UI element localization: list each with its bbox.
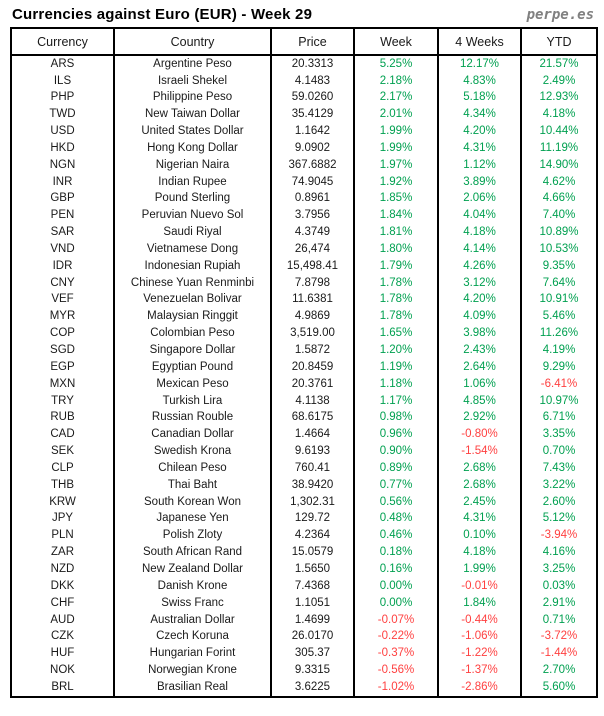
four-weeks-cell: -1.06% xyxy=(438,629,521,646)
ytd-cell: -3.72% xyxy=(521,629,597,646)
ytd-cell: 11.26% xyxy=(521,326,597,343)
country-cell: Brasilian Real xyxy=(114,679,271,697)
week-cell: 0.77% xyxy=(354,477,438,494)
column-header-currency: Currency xyxy=(11,28,114,55)
currency-code-cell: PLN xyxy=(11,528,114,545)
currency-code-cell: KRW xyxy=(11,494,114,511)
table-row xyxy=(11,544,597,561)
country-cell: New Taiwan Dollar xyxy=(114,107,271,124)
table-row xyxy=(11,410,597,427)
price-cell: 4.2364 xyxy=(271,528,354,545)
currency-code-cell: TRY xyxy=(11,393,114,410)
price-cell: 3.6225 xyxy=(271,679,354,697)
country-cell: South Korean Won xyxy=(114,494,271,511)
country-cell: Vietnamese Dong xyxy=(114,241,271,258)
table-row xyxy=(11,578,597,595)
currency-code-cell: NOK xyxy=(11,662,114,679)
four-weeks-cell: 4.18% xyxy=(438,224,521,241)
currency-code-cell: GBP xyxy=(11,191,114,208)
country-cell: Egyptian Pound xyxy=(114,359,271,376)
price-cell: 129.72 xyxy=(271,511,354,528)
ytd-cell: 2.60% xyxy=(521,494,597,511)
ytd-cell: 11.19% xyxy=(521,140,597,157)
currency-code-cell: INR xyxy=(11,174,114,191)
ytd-cell: 7.43% xyxy=(521,460,597,477)
table-row xyxy=(11,528,597,545)
week-cell: 1.84% xyxy=(354,208,438,225)
currency-code-cell: CAD xyxy=(11,427,114,444)
price-cell: 1,302.31 xyxy=(271,494,354,511)
country-cell: Australian Dollar xyxy=(114,612,271,629)
table-row xyxy=(11,292,597,309)
country-cell: Russian Rouble xyxy=(114,410,271,427)
week-cell: -1.02% xyxy=(354,679,438,697)
price-cell: 1.5872 xyxy=(271,342,354,359)
currency-code-cell: USD xyxy=(11,123,114,140)
country-cell: Pound Sterling xyxy=(114,191,271,208)
four-weeks-cell: -2.86% xyxy=(438,679,521,697)
four-weeks-cell: 2.68% xyxy=(438,460,521,477)
ytd-cell: 10.91% xyxy=(521,292,597,309)
price-cell: 20.3313 xyxy=(271,55,354,73)
week-cell: 0.96% xyxy=(354,427,438,444)
table-row xyxy=(11,662,597,679)
ytd-cell: 4.19% xyxy=(521,342,597,359)
currency-code-cell: SAR xyxy=(11,224,114,241)
week-cell: -0.56% xyxy=(354,662,438,679)
four-weeks-cell: 4.20% xyxy=(438,123,521,140)
column-header-week: Week xyxy=(354,28,438,55)
country-cell: Polish Zloty xyxy=(114,528,271,545)
country-cell: Turkish Lira xyxy=(114,393,271,410)
currency-code-cell: IDR xyxy=(11,258,114,275)
table-row xyxy=(11,275,597,292)
table-row xyxy=(11,376,597,393)
price-cell: 4.1483 xyxy=(271,73,354,90)
week-cell: 1.79% xyxy=(354,258,438,275)
currency-code-cell: BRL xyxy=(11,679,114,697)
four-weeks-cell: 4.85% xyxy=(438,393,521,410)
week-cell: 0.98% xyxy=(354,410,438,427)
country-cell: Saudi Riyal xyxy=(114,224,271,241)
week-cell: 2.17% xyxy=(354,90,438,107)
price-cell: 760.41 xyxy=(271,460,354,477)
currency-code-cell: JPY xyxy=(11,511,114,528)
currency-code-cell: DKK xyxy=(11,578,114,595)
week-cell: 1.65% xyxy=(354,326,438,343)
week-cell: 1.78% xyxy=(354,309,438,326)
week-cell: 0.00% xyxy=(354,595,438,612)
four-weeks-cell: 2.68% xyxy=(438,477,521,494)
column-header-4weeks: 4 Weeks xyxy=(438,28,521,55)
column-header-country: Country xyxy=(114,28,271,55)
table-row xyxy=(11,224,597,241)
ytd-cell: -3.94% xyxy=(521,528,597,545)
ytd-cell: 2.49% xyxy=(521,73,597,90)
week-cell: 0.90% xyxy=(354,443,438,460)
currency-code-cell: THB xyxy=(11,477,114,494)
four-weeks-cell: 1.12% xyxy=(438,157,521,174)
four-weeks-cell: 4.20% xyxy=(438,292,521,309)
ytd-cell: 0.71% xyxy=(521,612,597,629)
table-row xyxy=(11,107,597,124)
price-cell: 68.6175 xyxy=(271,410,354,427)
currency-code-cell: SEK xyxy=(11,443,114,460)
week-cell: 5.25% xyxy=(354,55,438,73)
ytd-cell: 10.89% xyxy=(521,224,597,241)
four-weeks-cell: 4.34% xyxy=(438,107,521,124)
currency-code-cell: MXN xyxy=(11,376,114,393)
table-row xyxy=(11,612,597,629)
currency-code-cell: ZAR xyxy=(11,544,114,561)
table-row xyxy=(11,90,597,107)
brand-logo: perpe.es xyxy=(526,7,594,23)
price-cell: 4.9869 xyxy=(271,309,354,326)
country-cell: United States Dollar xyxy=(114,123,271,140)
four-weeks-cell: 4.09% xyxy=(438,309,521,326)
table-row xyxy=(11,174,597,191)
ytd-cell: -6.41% xyxy=(521,376,597,393)
country-cell: Hungarian Forint xyxy=(114,646,271,663)
week-cell: 1.18% xyxy=(354,376,438,393)
four-weeks-cell: 4.26% xyxy=(438,258,521,275)
currency-code-cell: PEN xyxy=(11,208,114,225)
price-cell: 1.1051 xyxy=(271,595,354,612)
ytd-cell: 21.57% xyxy=(521,55,597,73)
price-cell: 35.4129 xyxy=(271,107,354,124)
four-weeks-cell: -1.37% xyxy=(438,662,521,679)
four-weeks-cell: 1.84% xyxy=(438,595,521,612)
price-cell: 20.8459 xyxy=(271,359,354,376)
table-row xyxy=(11,342,597,359)
price-cell: 1.4699 xyxy=(271,612,354,629)
ytd-cell: 12.93% xyxy=(521,90,597,107)
country-cell: Singapore Dollar xyxy=(114,342,271,359)
price-cell: 26.0170 xyxy=(271,629,354,646)
four-weeks-cell: 1.06% xyxy=(438,376,521,393)
price-cell: 3,519.00 xyxy=(271,326,354,343)
country-cell: Canadian Dollar xyxy=(114,427,271,444)
currency-code-cell: VEF xyxy=(11,292,114,309)
country-cell: Philippine Peso xyxy=(114,90,271,107)
week-cell: 1.80% xyxy=(354,241,438,258)
price-cell: 0.8961 xyxy=(271,191,354,208)
ytd-cell: 7.40% xyxy=(521,208,597,225)
country-cell: Colombian Peso xyxy=(114,326,271,343)
table-row xyxy=(11,427,597,444)
price-cell: 9.3315 xyxy=(271,662,354,679)
four-weeks-cell: 4.14% xyxy=(438,241,521,258)
country-cell: New Zealand Dollar xyxy=(114,561,271,578)
currency-code-cell: NGN xyxy=(11,157,114,174)
four-weeks-cell: 4.31% xyxy=(438,511,521,528)
currency-code-cell: ARS xyxy=(11,55,114,73)
price-cell: 20.3761 xyxy=(271,376,354,393)
currency-code-cell: EGP xyxy=(11,359,114,376)
page-title: Currencies against Euro (EUR) - Week 29 xyxy=(12,6,313,23)
country-cell: Peruvian Nuevo Sol xyxy=(114,208,271,225)
ytd-cell: -1.44% xyxy=(521,646,597,663)
table-row xyxy=(11,157,597,174)
table-row xyxy=(11,359,597,376)
country-cell: Israeli Shekel xyxy=(114,73,271,90)
table-row xyxy=(11,629,597,646)
ytd-cell: 5.12% xyxy=(521,511,597,528)
week-cell: 1.78% xyxy=(354,292,438,309)
four-weeks-cell: 3.89% xyxy=(438,174,521,191)
four-weeks-cell: 3.12% xyxy=(438,275,521,292)
price-cell: 1.1642 xyxy=(271,123,354,140)
currency-code-cell: RUB xyxy=(11,410,114,427)
ytd-cell: 0.70% xyxy=(521,443,597,460)
week-cell: 0.89% xyxy=(354,460,438,477)
price-cell: 3.7956 xyxy=(271,208,354,225)
country-cell: Argentine Peso xyxy=(114,55,271,73)
table-row xyxy=(11,460,597,477)
price-cell: 9.0902 xyxy=(271,140,354,157)
country-cell: Venezuelan Bolivar xyxy=(114,292,271,309)
currency-code-cell: PHP xyxy=(11,90,114,107)
table-row xyxy=(11,477,597,494)
currency-code-cell: MYR xyxy=(11,309,114,326)
currency-code-cell: HUF xyxy=(11,646,114,663)
table-row xyxy=(11,191,597,208)
price-cell: 1.4664 xyxy=(271,427,354,444)
price-cell: 367.6882 xyxy=(271,157,354,174)
country-cell: Chilean Peso xyxy=(114,460,271,477)
currency-code-cell: SGD xyxy=(11,342,114,359)
week-cell: 1.19% xyxy=(354,359,438,376)
ytd-cell: 10.53% xyxy=(521,241,597,258)
country-cell: Hong Kong Dollar xyxy=(114,140,271,157)
price-cell: 7.8798 xyxy=(271,275,354,292)
header-bar xyxy=(10,4,596,27)
week-cell: 1.78% xyxy=(354,275,438,292)
ytd-cell: 9.29% xyxy=(521,359,597,376)
currency-code-cell: CLP xyxy=(11,460,114,477)
price-cell: 59.0260 xyxy=(271,90,354,107)
ytd-cell: 0.03% xyxy=(521,578,597,595)
four-weeks-cell: 4.04% xyxy=(438,208,521,225)
country-cell: Indonesian Rupiah xyxy=(114,258,271,275)
country-cell: Swedish Krona xyxy=(114,443,271,460)
country-cell: Malaysian Ringgit xyxy=(114,309,271,326)
four-weeks-cell: -0.80% xyxy=(438,427,521,444)
ytd-cell: 3.22% xyxy=(521,477,597,494)
country-cell: Japanese Yen xyxy=(114,511,271,528)
four-weeks-cell: 4.31% xyxy=(438,140,521,157)
currency-code-cell: VND xyxy=(11,241,114,258)
currency-code-cell: COP xyxy=(11,326,114,343)
week-cell: 0.48% xyxy=(354,511,438,528)
currency-code-cell: AUD xyxy=(11,612,114,629)
column-header-ytd: YTD xyxy=(521,28,597,55)
price-cell: 1.5650 xyxy=(271,561,354,578)
country-cell: Chinese Yuan Renminbi xyxy=(114,275,271,292)
price-cell: 15,498.41 xyxy=(271,258,354,275)
week-cell: 1.99% xyxy=(354,140,438,157)
country-cell: Nigerian Naira xyxy=(114,157,271,174)
table-row xyxy=(11,208,597,225)
currency-code-cell: CHF xyxy=(11,595,114,612)
four-weeks-cell: 12.17% xyxy=(438,55,521,73)
week-cell: 0.56% xyxy=(354,494,438,511)
table-header xyxy=(11,28,597,55)
currency-code-cell: ILS xyxy=(11,73,114,90)
table-row xyxy=(11,595,597,612)
price-cell: 15.0579 xyxy=(271,544,354,561)
week-cell: 2.01% xyxy=(354,107,438,124)
ytd-cell: 3.35% xyxy=(521,427,597,444)
table-row xyxy=(11,326,597,343)
four-weeks-cell: 0.10% xyxy=(438,528,521,545)
price-cell: 4.3749 xyxy=(271,224,354,241)
four-weeks-cell: 5.18% xyxy=(438,90,521,107)
price-cell: 7.4368 xyxy=(271,578,354,595)
table-row xyxy=(11,258,597,275)
country-cell: Thai Baht xyxy=(114,477,271,494)
week-cell: 1.81% xyxy=(354,224,438,241)
four-weeks-cell: 2.92% xyxy=(438,410,521,427)
table-row xyxy=(11,561,597,578)
week-cell: 2.18% xyxy=(354,73,438,90)
ytd-cell: 5.60% xyxy=(521,679,597,697)
currency-code-cell: HKD xyxy=(11,140,114,157)
currency-code-cell: TWD xyxy=(11,107,114,124)
week-cell: 0.46% xyxy=(354,528,438,545)
country-cell: Mexican Peso xyxy=(114,376,271,393)
price-cell: 9.6193 xyxy=(271,443,354,460)
country-cell: Norwegian Krone xyxy=(114,662,271,679)
currency-table xyxy=(10,27,598,698)
country-cell: Czech Koruna xyxy=(114,629,271,646)
price-cell: 26,474 xyxy=(271,241,354,258)
week-cell: 1.97% xyxy=(354,157,438,174)
four-weeks-cell: 4.18% xyxy=(438,544,521,561)
four-weeks-cell: 2.06% xyxy=(438,191,521,208)
table-row xyxy=(11,309,597,326)
currency-code-cell: NZD xyxy=(11,561,114,578)
country-cell: Swiss Franc xyxy=(114,595,271,612)
price-cell: 305.37 xyxy=(271,646,354,663)
ytd-cell: 2.70% xyxy=(521,662,597,679)
week-cell: 1.20% xyxy=(354,342,438,359)
table-row xyxy=(11,679,597,697)
four-weeks-cell: -1.54% xyxy=(438,443,521,460)
ytd-cell: 10.97% xyxy=(521,393,597,410)
table-row xyxy=(11,55,597,73)
four-weeks-cell: 2.64% xyxy=(438,359,521,376)
four-weeks-cell: 1.99% xyxy=(438,561,521,578)
country-cell: South African Rand xyxy=(114,544,271,561)
price-cell: 4.1138 xyxy=(271,393,354,410)
table-row xyxy=(11,494,597,511)
week-cell: 0.00% xyxy=(354,578,438,595)
week-cell: 0.18% xyxy=(354,544,438,561)
ytd-cell: 3.25% xyxy=(521,561,597,578)
week-cell: -0.22% xyxy=(354,629,438,646)
week-cell: -0.07% xyxy=(354,612,438,629)
price-cell: 38.9420 xyxy=(271,477,354,494)
currency-code-cell: CZK xyxy=(11,629,114,646)
four-weeks-cell: 4.83% xyxy=(438,73,521,90)
currency-code-cell: CNY xyxy=(11,275,114,292)
ytd-cell: 4.16% xyxy=(521,544,597,561)
four-weeks-cell: -1.22% xyxy=(438,646,521,663)
week-cell: 1.85% xyxy=(354,191,438,208)
ytd-cell: 10.44% xyxy=(521,123,597,140)
column-header-price: Price xyxy=(271,28,354,55)
price-cell: 74.9045 xyxy=(271,174,354,191)
ytd-cell: 4.62% xyxy=(521,174,597,191)
week-cell: 1.17% xyxy=(354,393,438,410)
table-row xyxy=(11,241,597,258)
four-weeks-cell: 2.45% xyxy=(438,494,521,511)
ytd-cell: 4.66% xyxy=(521,191,597,208)
week-cell: 1.99% xyxy=(354,123,438,140)
ytd-cell: 4.18% xyxy=(521,107,597,124)
four-weeks-cell: -0.44% xyxy=(438,612,521,629)
ytd-cell: 5.46% xyxy=(521,309,597,326)
ytd-cell: 9.35% xyxy=(521,258,597,275)
week-cell: 1.92% xyxy=(354,174,438,191)
ytd-cell: 14.90% xyxy=(521,157,597,174)
table-row xyxy=(11,443,597,460)
header-row xyxy=(11,28,597,55)
ytd-cell: 6.71% xyxy=(521,410,597,427)
country-cell: Indian Rupee xyxy=(114,174,271,191)
week-cell: -0.37% xyxy=(354,646,438,663)
four-weeks-cell: 2.43% xyxy=(438,342,521,359)
table-row xyxy=(11,393,597,410)
week-cell: 0.16% xyxy=(354,561,438,578)
table-row xyxy=(11,646,597,663)
ytd-cell: 7.64% xyxy=(521,275,597,292)
four-weeks-cell: -0.01% xyxy=(438,578,521,595)
ytd-cell: 2.91% xyxy=(521,595,597,612)
table-row xyxy=(11,511,597,528)
table-row xyxy=(11,123,597,140)
table-row xyxy=(11,73,597,90)
table-row xyxy=(11,140,597,157)
country-cell: Danish Krone xyxy=(114,578,271,595)
price-cell: 11.6381 xyxy=(271,292,354,309)
four-weeks-cell: 3.98% xyxy=(438,326,521,343)
table-body xyxy=(11,55,597,697)
